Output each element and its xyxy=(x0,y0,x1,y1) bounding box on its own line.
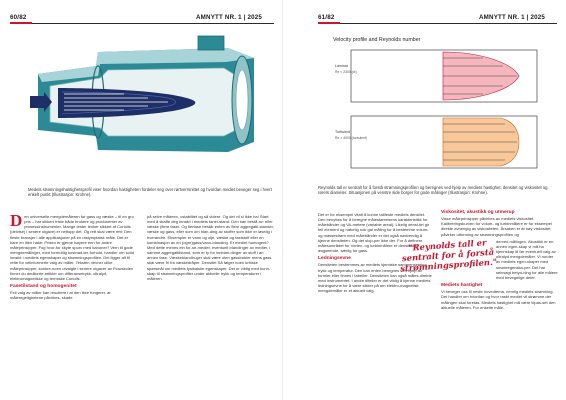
section-paragraph: Visse måleprinsipper påvirkes av mediets viskositet. Kalibreringskurven for volum- og turbinmålere er for eksempel direkte avhengig av viskositeten. Årsaken er at høy viskositet påvirker utforming av strømningsprofilen og xyxy=(441,216,552,237)
article-column-1 xyxy=(10,211,136,303)
header-accent xyxy=(10,22,32,24)
intro-paragraph: Det er for eksempel vitalt å kunne tallfeste mediets densitet. Den benyttes for å beregne målestørrelsens karakteristikk for målebånder og VA-metere (variable areal). Likelig densi-tet gir feil element og naturlig nok gal måling for å bestemme volum- og massestrøm med målebånder er det også nødvendig å kjenne densiteten. Og det slop-per ikke der. For å definere målesområdet for Vortex- og turbinmålere er densiteten avgjørende, særlig for gass. xyxy=(318,212,430,254)
magazine-issue: AMNYTT NR. 1 | 2025 xyxy=(479,14,546,21)
figure-title: Velocity profile and Reynolds number xyxy=(333,37,421,43)
pipe-flow-illustration xyxy=(28,30,263,172)
outlet-bore xyxy=(236,70,248,130)
column-2-text: på selve måleren, ustabilitet og så videre. Og det vil si ikke ha! Start med å skaffe deg innsikt i mediets tanel-stand. Den kan bestå av: eller væske (flere faser. Og flerfase består enten av flere aggregatil-stander, væske og gass, eller som om blan-ding av stoffer som ikke er løselig i hverandre. Eksempler er vann og olje, væske og faststoff eller en kombinasjon av en (ogre)gass/vann-blanding. Er mediet homogent? Med dette menes ein for-se-medier, eventuelt blandinger av medier, i samme aggregattilstand, som er ty for innbian-dinger av stoff i an annen fase. Væskeblandin-ger skal være uten gassbobler mens gass skal være fri fra væskedråper. Densitet Så følger noen kritiske spørsmål om mediets fysikalske egenskaper. Det er viktig med kunn-skap til strømningsprofiler under aktuelle trykk og temperaturer i måleren. xyxy=(147,214,274,281)
section-heading: Fasetilstand og homogenitet xyxy=(10,284,77,290)
page-number: 61/82 xyxy=(318,14,335,21)
section-paragraph: Densiteten bestemmes av mediets kjemiske sammensetning, trykk og temperatur. Den kan enten beregnes ved hjelp av formler eller finnes i tabeller. Densiteten kan også måles direkte med instrumentet. I andre tilfeller er det viktig å kjenne mediets ledningsevne for å være sikker på om elektro-magnetisk mengdemåler er et aktuelt valg. xyxy=(318,262,432,294)
label-laminar: Laminar xyxy=(335,64,348,68)
sublabel-turbulent: Re > 4000 (turbulent) xyxy=(335,136,368,140)
sublabel-laminar: Re < 2300 (ct) xyxy=(335,70,357,74)
wrap-paragraph: derved målingen. Akustikk er en annen egen-skap vi må ha kjennskap til før eventuelt valg av ultralyd mengdemåler. Vi runder av mediets egen-skaper med smøreegenska-per. Det har selvsagt betyd-ning for alle målere med bevegelige deler. xyxy=(496,238,558,280)
sensor-housing xyxy=(198,36,224,50)
section-heading: Ledningsevne xyxy=(318,256,351,262)
section-heading-2: Mediets hastighet xyxy=(441,283,483,289)
dropcap: D xyxy=(10,211,23,230)
magazine-issue: AMNYTT NR. 1 | 2025 xyxy=(196,14,263,21)
label-turbulent: Turbulent xyxy=(335,130,351,134)
section-paragraph: Feil valg av måler kan resultere i at den ikke fungerer, at måleregelighetene påvirkes, skade xyxy=(10,290,111,301)
intro-paragraph: en universelle mengdemåleren for gass og væske – til en gro pris – har sikkert friste både brukere og produsenter av prosessinstrumenter. Mange tester lenker sikkert at Coriolis (delvise) i senere utgave) er nettopp det. Og rett skal være rett: Den fleste bransjer i alle applikasjoner på en utstyrsplatsk måte. Det er bare en liten hake: Prisen er gjerne høyere enn for andre måleprinsipper. Fog hvor-for skyte spurv med kanoner? Vern til gode mengdemålinger, med formuttig kostnad-ter-forhold, handler om solid innsikt i mediets egenskaper og strømningsprofilen. Dei ligger alt til rette for velinformerte valg av måler. Teksten nevner ulike måleprinsipper, konkre-noen utvalgte i senere utgaver av Flowskolen finner du dedikerte artikler om differansetrykk, ultralyd, elektromagnetiske og termiske Coriolis. xyxy=(10,214,134,281)
header-rule xyxy=(318,23,557,24)
section-heading: Viskositet, akustikk og utmerup xyxy=(441,210,515,215)
page-number: 60/82 xyxy=(10,14,27,21)
figure-caption: Medels strømningshastighetsprofil viser hvordan hastigheten fordeler seg over rørtverrsnittet og hvordan mediet beveger seg i hvert enkelt punkt (Illustrasjon: Krohne). xyxy=(28,187,272,198)
right-page xyxy=(283,0,566,400)
pull-quote-text: "Reynolds tall er sentralt for å forstå strømningsprofilen." xyxy=(399,237,498,274)
article-column-2 xyxy=(147,214,275,283)
section-paragraph-2: Vi beveger oss til neste hovedtema, nemlig mediets strømning. Det handler om hvordan og hvor raskt mediet vil strømme der målingen skal foretas. Mediets hastighet må være tilpas-set den aktuelle måleren. For enkelte måle- xyxy=(441,289,556,310)
reynolds-figure xyxy=(333,46,543,176)
figure-caption: Reynolds tall er sentralt for å forstå strømningsprofilen og beregnes ved hjelp av mediets hastighet, densitet og viskositet og rørets diameter. Situasjonen på venstre side borger for gode målinger (Illustrasjon: Krohne). xyxy=(318,185,548,196)
header-accent xyxy=(318,22,340,24)
header-rule xyxy=(10,23,274,24)
